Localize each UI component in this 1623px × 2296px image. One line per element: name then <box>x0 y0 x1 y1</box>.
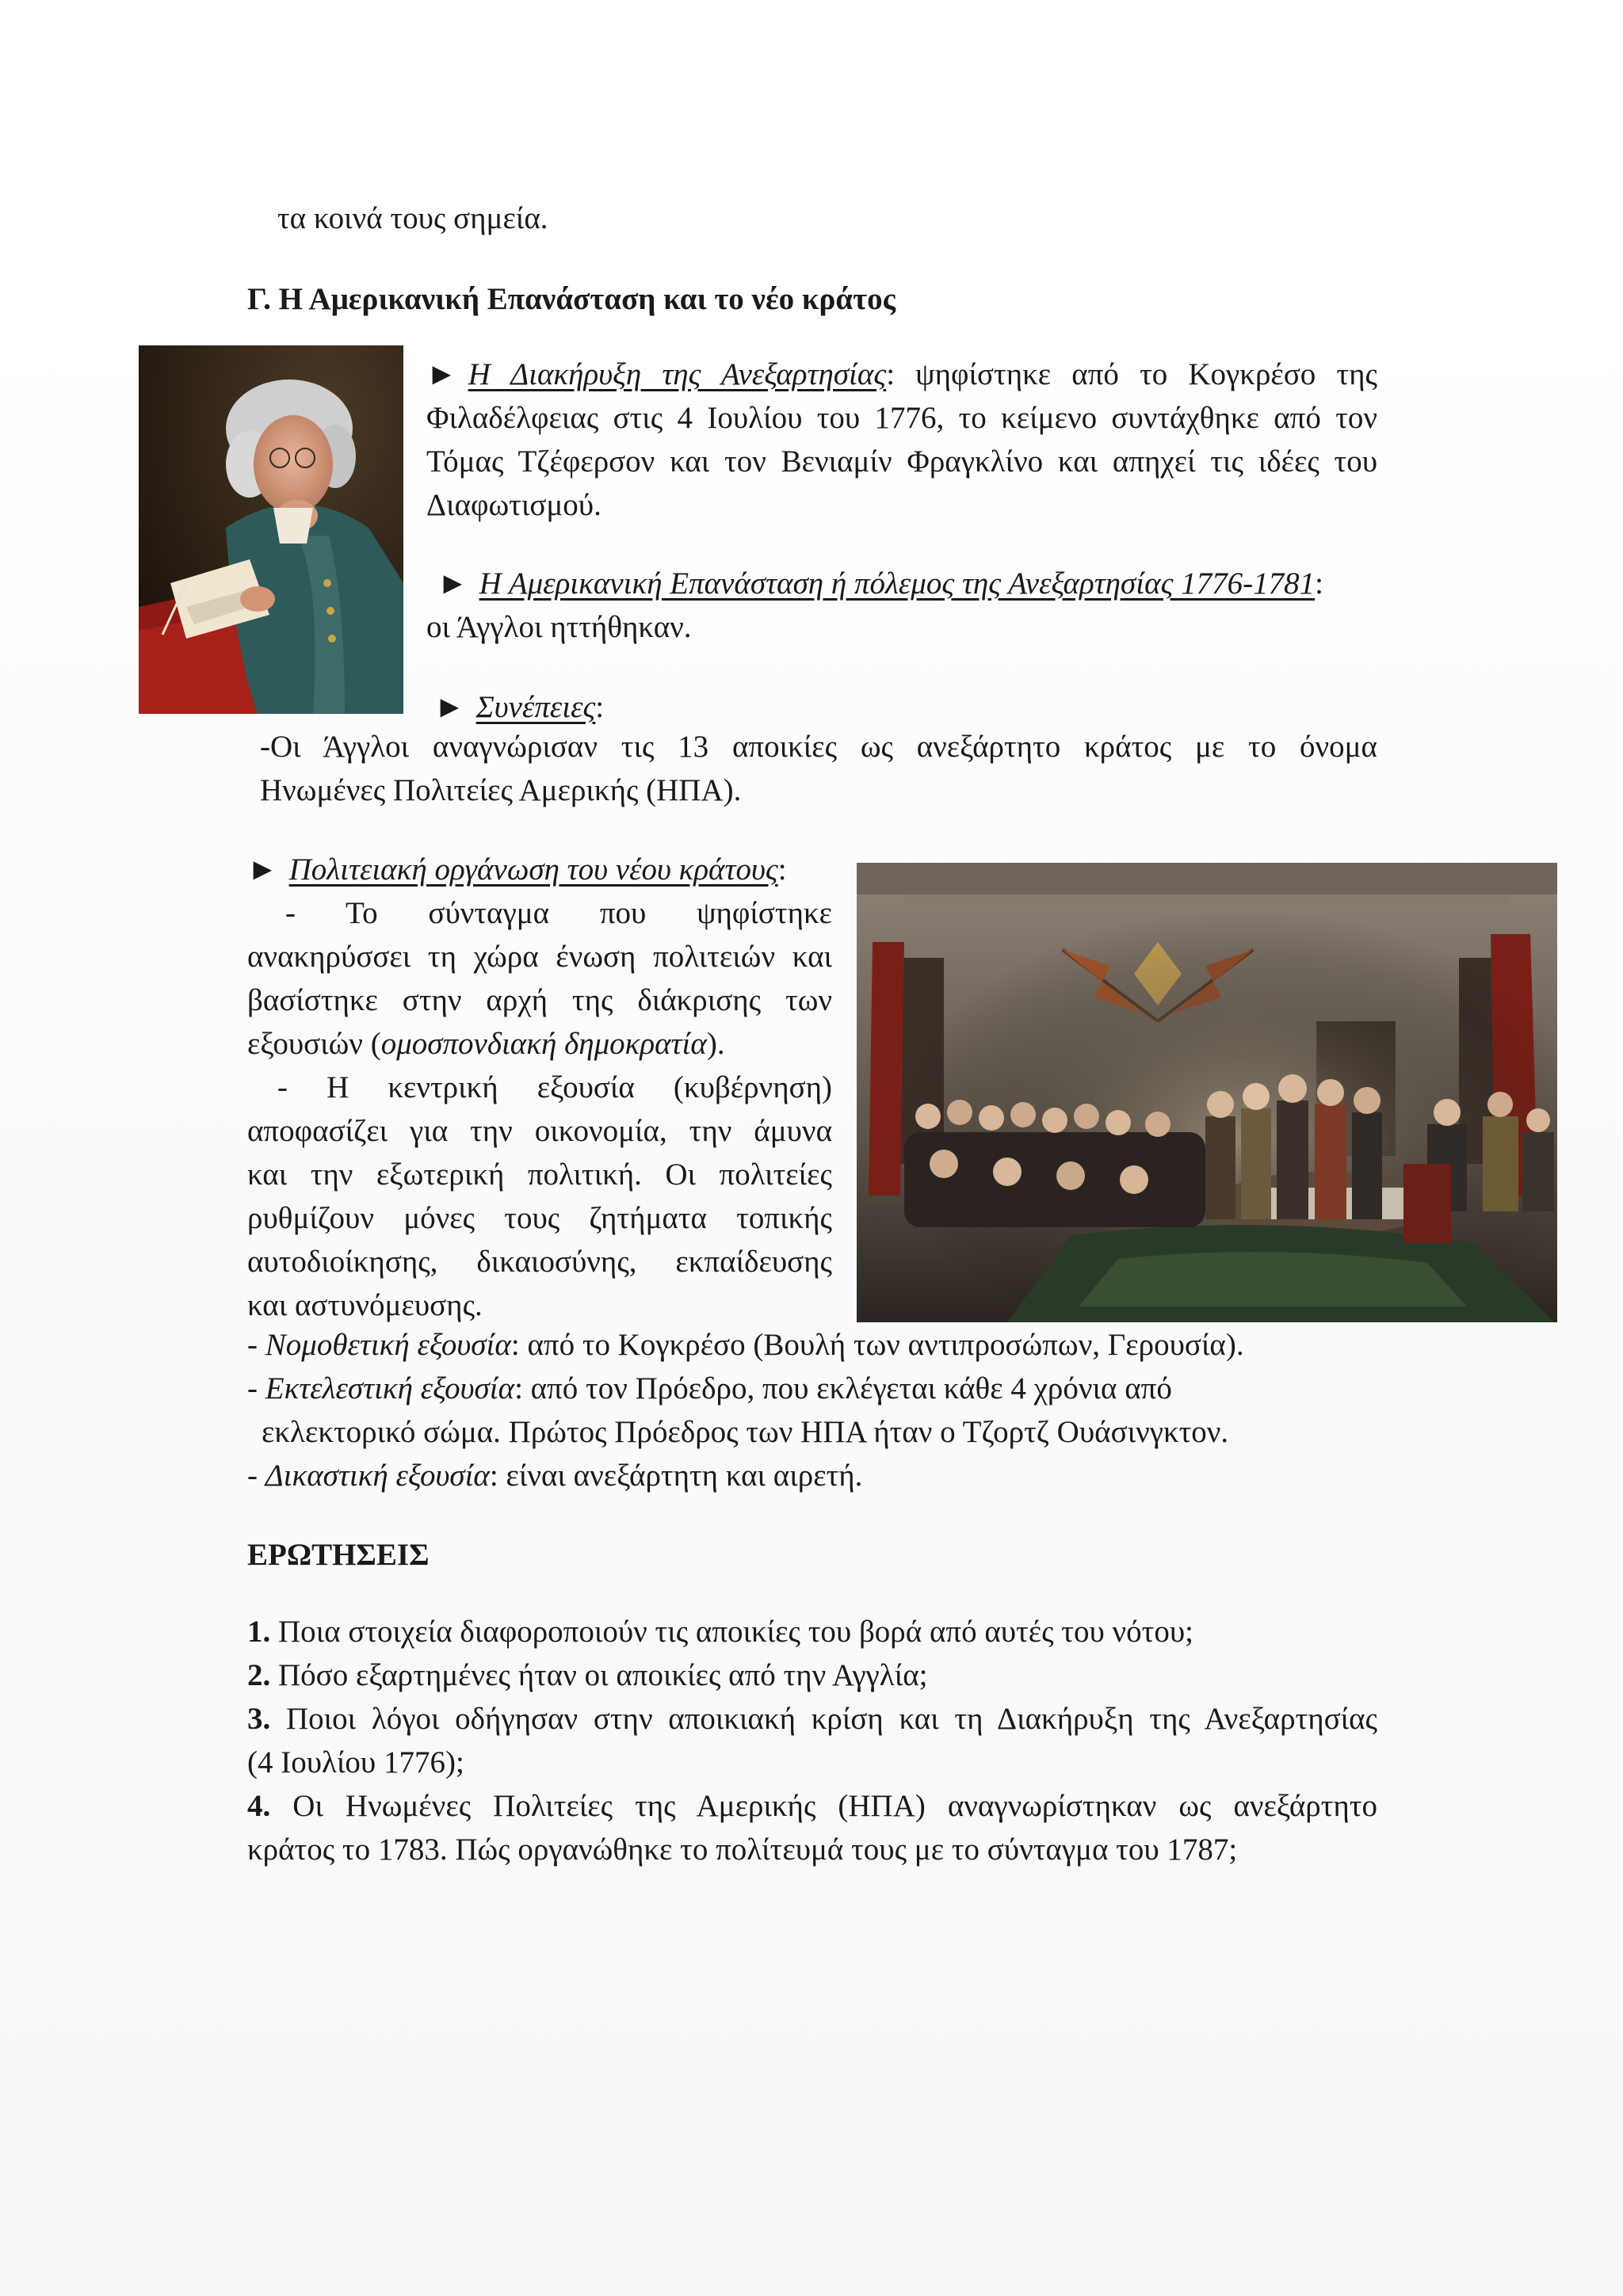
organization-p1-line-4-post: ). <box>706 1027 725 1061</box>
question-4-line-2: κράτος το 1783. Πώς οργανώθηκε το πολίτευμά τους με το σύνταγμα του 1787; <box>247 1833 1238 1867</box>
organization-p2-line-2: αποφασίζει για την οικονομία, την άμυνα <box>247 1114 832 1148</box>
declaration-line-1 <box>426 353 1377 396</box>
section-title: Γ. Η Αμερικανική Επανάσταση και το νέο κράτος <box>247 282 896 316</box>
organization-p2-line-3: και την εξωτερική πολιτική. Οι πολιτείες <box>247 1158 832 1192</box>
organization-p2-line-1: - Η κεντρική εξουσία (κυβέρνηση) <box>277 1070 832 1104</box>
federal-democracy-term: ομοσπονδιακή δημοκρατία <box>380 1027 707 1061</box>
consequences-heading <box>434 685 604 729</box>
consequences-title: Συνέπειες <box>475 690 596 724</box>
declaration-line-3: Τόμας Τζέφερσον και τον Βενιαμίν Φραγκλίνο και απηχεί τις ιδέες του <box>426 444 1377 479</box>
legislative-power-text: : από το Κογκρέσο (Βουλή των αντιπροσώπων, Γερουσία). <box>510 1328 1244 1362</box>
bullet-arrow-icon: ► <box>247 852 278 887</box>
organization-p1-line-4-pre: εξουσιών ( <box>247 1027 381 1061</box>
organization-heading <box>247 848 787 891</box>
legislative-power-line <box>247 1323 1244 1367</box>
question-1-number: 1. <box>247 1615 271 1649</box>
bullet-arrow-icon: ► <box>437 566 468 601</box>
legislative-dash: - <box>247 1328 265 1362</box>
continuation-text: τα κοινά τους σημεία. <box>277 201 548 235</box>
executive-power-label: Εκτελεστική εξουσία <box>265 1371 515 1405</box>
executive-dash: - <box>247 1371 265 1405</box>
executive-power-line <box>247 1367 1172 1410</box>
judicial-power-label: Δικαστική εξουσία <box>265 1459 490 1493</box>
question-4-number: 4. <box>247 1789 271 1823</box>
organization-p1-line-3: βασίστηκε στην αρχή της διάκρισης των <box>247 983 832 1017</box>
question-3-line-2: (4 Ιουλίου 1776); <box>247 1745 464 1779</box>
declaration-title: Η Διακήρυξη της Ανεξαρτησίας <box>468 357 887 391</box>
organization-p1-line-2: ανακηρύσσει τη χώρα ένωση πολιτειών και <box>247 940 832 974</box>
question-2-text: Πόσο εξαρτημένες ήταν οι αποικίες από την Αγγλία; <box>270 1658 928 1692</box>
judicial-dash: - <box>247 1459 265 1493</box>
revolution-title: Η Αμερικανική Επανάσταση ή πόλεμος της Ανεξαρτησίας 1776-1781 <box>479 566 1316 601</box>
judicial-power-text: : είναι ανεξάρτητη και αιρετή. <box>489 1459 863 1493</box>
bullet-arrow-icon: ► <box>434 690 465 724</box>
organization-p1-line-4 <box>247 1022 725 1066</box>
organization-colon: : <box>777 852 787 887</box>
organization-p2-line-4: ρυθμίζουν μόνες τους ζητήματα τοπικής <box>247 1201 832 1235</box>
question-2 <box>247 1653 927 1697</box>
judicial-power-line <box>247 1454 862 1497</box>
organization-p2-line-5: αυτοδιοίκησης, δικαιοσύνης, εκπαίδευσης <box>247 1245 832 1279</box>
question-1-text: Ποια στοιχεία διαφοροποιούν τις αποικίες του βορά από αυτές του νότου; <box>270 1615 1193 1649</box>
consequences-line-2: Ηνωμένες Πολιτείες Αμερικής (ΗΠΑ). <box>260 773 742 807</box>
executive-power-text: : από τον Πρόεδρο, που εκλέγεται κάθε 4 χρόνια από <box>514 1371 1172 1405</box>
bullet-arrow-icon: ► <box>426 357 457 391</box>
legislative-power-label: Νομοθετική εξουσία <box>265 1328 511 1362</box>
question-3 <box>247 1697 1377 1741</box>
questions-heading: ΕΡΩΤΗΣΕΙΣ <box>247 1538 430 1572</box>
consequences-line-1: -Οι Άγγλοι αναγνώρισαν τις 13 αποικίες ως ανεξάρτητο κράτος με το όνομα <box>260 730 1377 764</box>
question-3-number: 3. <box>247 1702 271 1736</box>
question-3-text: Ποιοι λόγοι οδήγησαν στην αποικιακή κρίση και τη Διακήρυξη της Ανεξαρτησίας <box>270 1702 1377 1736</box>
question-4-text: Οι Ηνωμένες Πολιτείες της Αμερικής (ΗΠΑ) αναγνωρίστηκαν ως ανεξάρτητο <box>270 1789 1377 1823</box>
revolution-line-2: οι Άγγλοι ηττήθηκαν. <box>426 610 692 644</box>
revolution-colon: : <box>1315 566 1323 601</box>
revolution-line-1 <box>437 562 1323 605</box>
declaration-line-4: Διαφωτισμού. <box>426 488 601 522</box>
declaration-text-1: : ψηφίστηκε από το Κογκρέσο της <box>886 357 1377 391</box>
declaration-line-2: Φιλαδέλφειας στις 4 Ιουλίου του 1776, το κείμενο συντάχθηκε από τον <box>426 401 1377 435</box>
declaration-painting-image <box>857 863 1557 1322</box>
consequences-colon: : <box>595 690 605 724</box>
organization-p1-line-1: - Το σύνταγμα που ψηφίστηκε <box>285 896 832 930</box>
franklin-portrait-image <box>139 345 403 714</box>
organization-title: Πολιτειακή οργάνωση του νέου κράτους <box>288 852 778 887</box>
executive-power-line-2: εκλεκτορικό σώμα. Πρώτος Πρόεδρος των ΗΠΑ ήταν ο Τζορτζ Ουάσινγκτον. <box>262 1415 1229 1449</box>
question-1 <box>247 1610 1193 1653</box>
question-4 <box>247 1784 1377 1828</box>
organization-p2-line-6: και αστυνόμευσης. <box>247 1288 483 1322</box>
question-2-number: 2. <box>247 1658 271 1692</box>
